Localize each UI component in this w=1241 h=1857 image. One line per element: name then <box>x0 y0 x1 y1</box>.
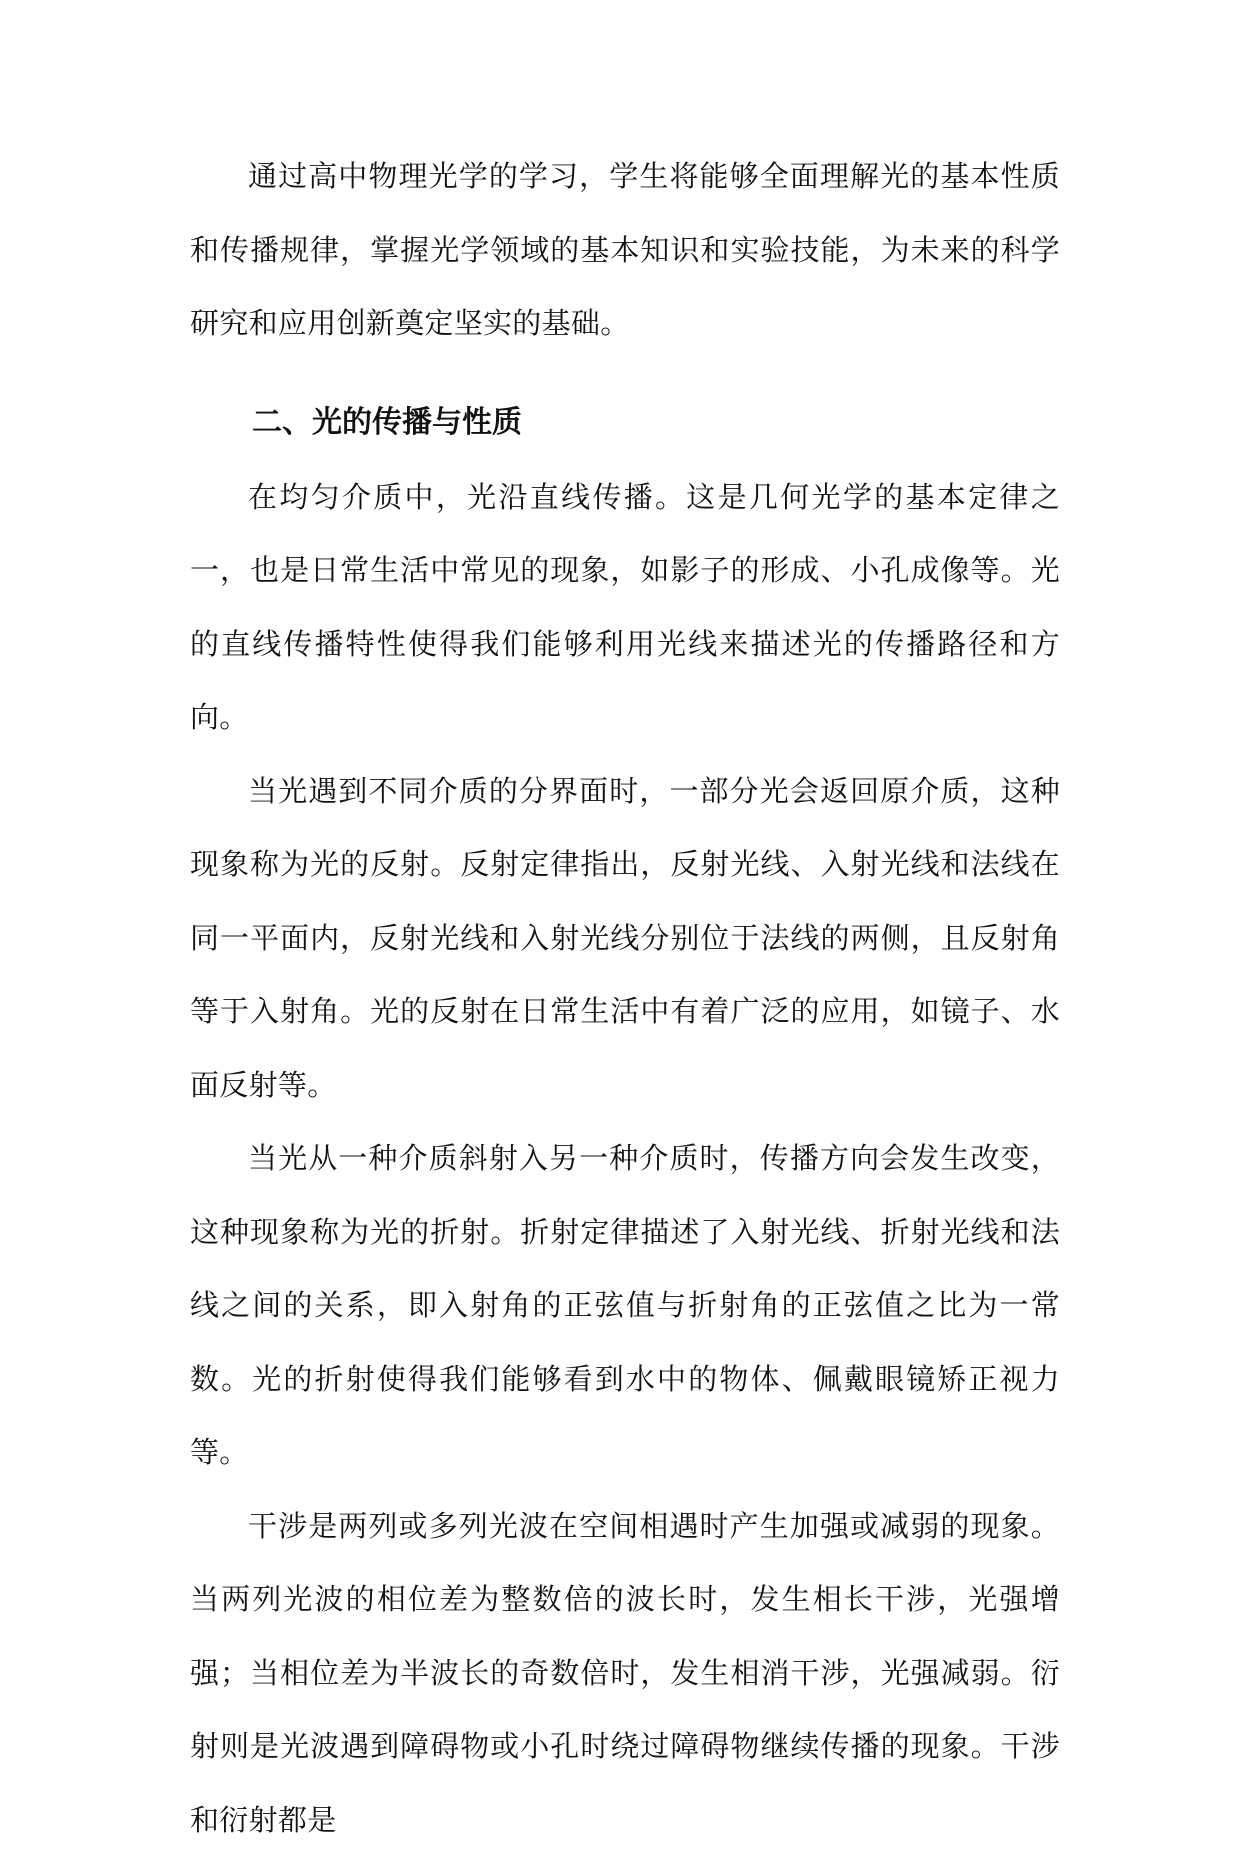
document-body <box>190 140 1060 1857</box>
intro-paragraph: 通过高中物理光学的学习，学生将能够全面理解光的基本性质和传播规律，掌握光学领域的基本知识和实验技能，为未来的科学研究和应用创新奠定坚实的基础。 <box>190 140 1060 361</box>
paragraph-interference: 干涉是两列或多列光波在空间相遇时产生加强或减弱的现象。当两列光波的相位差为整数倍的波长时，发生相长干涉，光强增强；当相位差为半波长的奇数倍时，发生相消干涉，光强减弱。衍射则是光波遇到障碍物或小孔时绕过障碍物继续传播的现象。干涉和衍射都是 <box>190 1490 1060 1857</box>
paragraph-propagation: 在均匀介质中，光沿直线传播。这是几何光学的基本定律之一，也是日常生活中常见的现象，如影子的形成、小孔成像等。光的直线传播特性使得我们能够利用光线来描述光的传播路径和方向。 <box>190 461 1060 755</box>
section-heading: 二、光的传播与性质 <box>190 391 1060 455</box>
paragraph-reflection: 当光遇到不同介质的分界面时，一部分光会返回原介质，这种现象称为光的反射。反射定律指出，反射光线、入射光线和法线在同一平面内，反射光线和入射光线分别位于法线的两侧，且反射角等于入射角。光的反射在日常生活中有着广泛的应用，如镜子、水面反射等。 <box>190 755 1060 1123</box>
paragraph-refraction: 当光从一种介质斜射入另一种介质时，传播方向会发生改变，这种现象称为光的折射。折射定律描述了入射光线、折射光线和法线之间的关系，即入射角的正弦值与折射角的正弦值之比为一常数。光的折射使得我们能够看到水中的物体、佩戴眼镜矫正视力等。 <box>190 1122 1060 1490</box>
